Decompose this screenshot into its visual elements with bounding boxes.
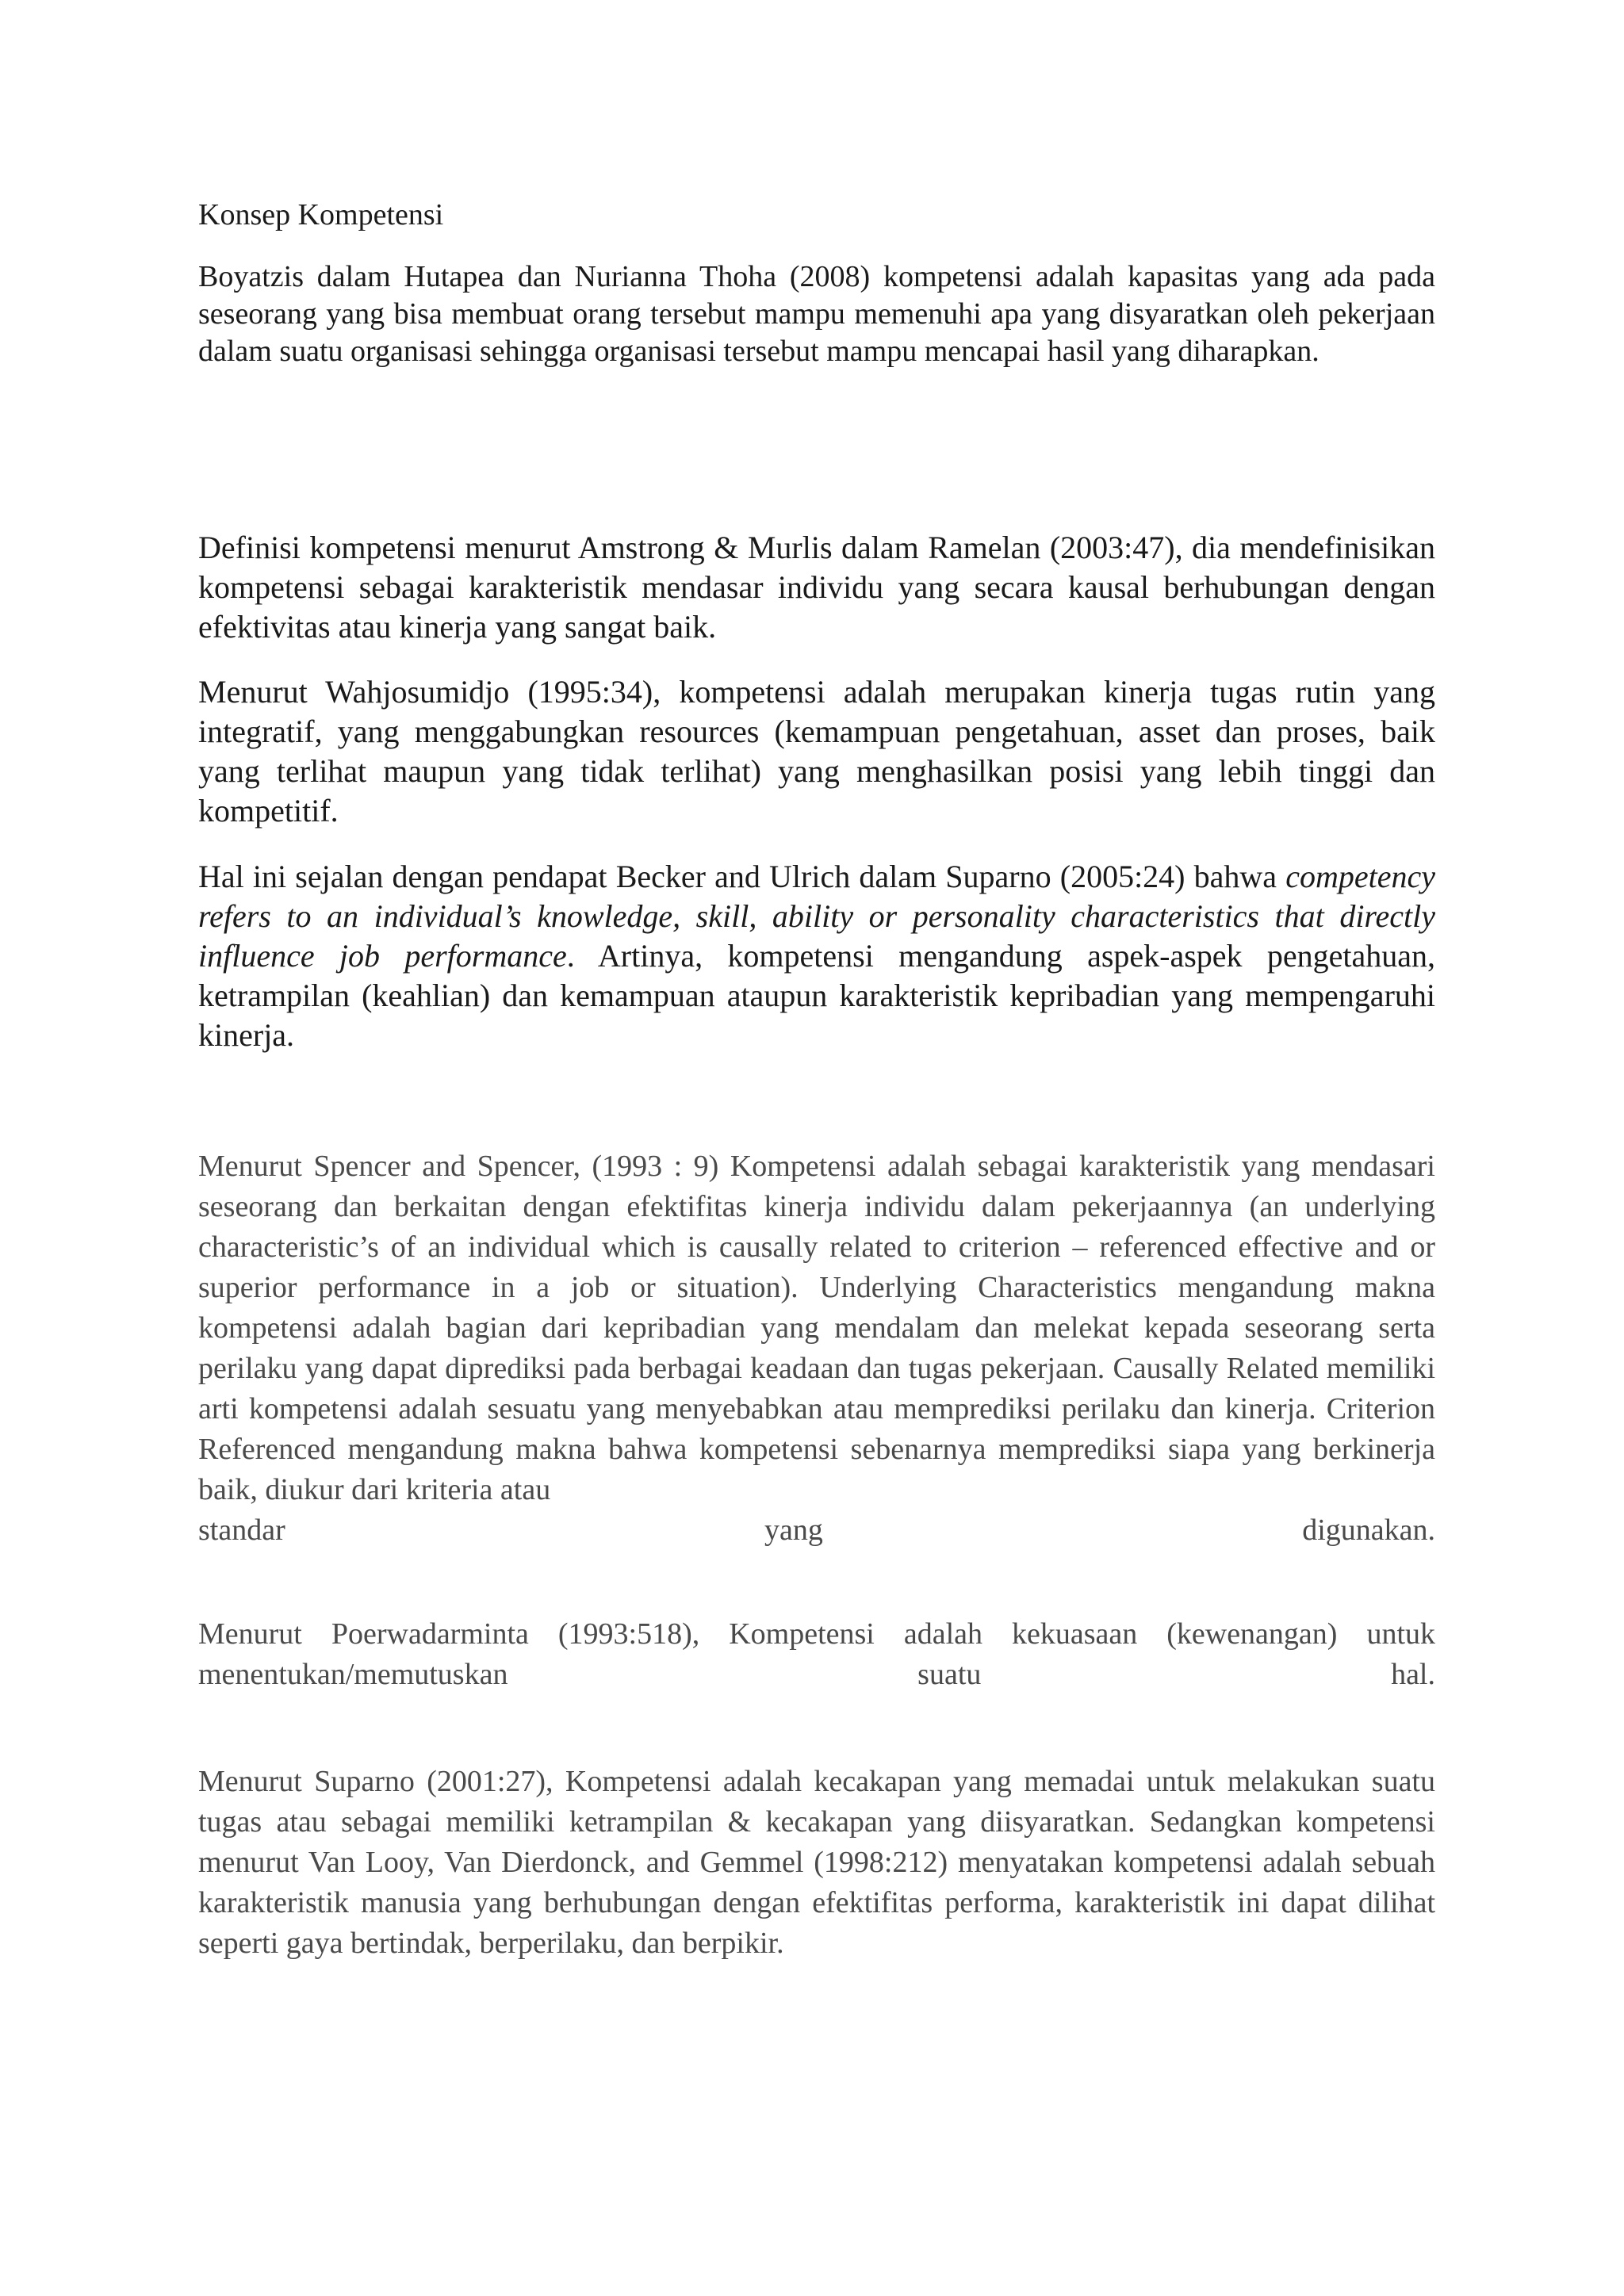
paragraph-becker-ulrich-rest: . Artinya, kompetensi mengandung aspek-aspek pengetahuan, ketrampilan (keahlian) dan kemampuan ataupun karakteristik kepribadian yang mempengaruhi kinerja.	[198, 938, 1435, 1053]
paragraph-poerwadarminta-body: Menurut Poerwadarminta (1993:518), Kompetensi adalah kekuasaan (kewenangan) untuk	[198, 1617, 1435, 1651]
paragraph-becker-ulrich-quote: competency refers to an individual’s knowledge, skill, ability or personality characteristics that directly influence job performance	[198, 859, 1435, 974]
paragraph-spencer	[198, 1146, 1435, 1551]
document-title: Konsep Kompetensi	[198, 198, 444, 232]
paragraph-becker-ulrich	[198, 857, 1435, 1055]
paragraph-wahjosumidjo: Menurut Wahjosumidjo (1995:34), kompetensi adalah merupakan kinerja tugas rutin yang integratif, yang menggabungkan resources (kemampuan pengetahuan, asset dan proses, baik yang terlihat maupun yang tidak terlihat) yang menghasilkan posisi yang lebih tinggi dan kompetitif.	[198, 674, 1435, 828]
paragraph-poerwadarminta-last-line: menentukan/memutuskan suatu hal.	[198, 1658, 1435, 1691]
paragraph-poerwadarminta	[198, 1614, 1435, 1695]
paragraph-spencer-last-line: standar yang digunakan.	[198, 1513, 1435, 1547]
paragraph-amstrong-murlis: Definisi kompetensi menurut Amstrong & Murlis dalam Ramelan (2003:47), dia mendefinisikan kompetensi sebagai karakteristik mendasar individu yang secara kausal berhubungan dengan efektivitas atau kinerja yang sangat baik.	[198, 530, 1435, 645]
paragraph-suparno: Menurut Suparno (2001:27), Kompetensi adalah kecakapan yang memadai untuk melakukan suatu tugas atau sebagai memiliki ketrampilan & kecakapan yang diisyaratkan. Sedangkan kompetensi menurut Van Looy, Van Dierdonck, and Gemmel (1998:212) menyatakan kompetensi adalah sebuah karakteristik manusia yang berhubungan dengan efektifitas performa, karakteristik ini dapat dilihat seperti gaya bertindak, berperilaku, dan berpikir.	[198, 1765, 1435, 1960]
paragraph-spencer-body: Menurut Spencer and Spencer, (1993 : 9) Kompetensi adalah sebagai karakteristik yang mendasari seseorang dan berkaitan dengan efektifitas kinerja individu dalam pekerjaannya (an underlying characteristic’s of an individual which is causally related to criterion – referenced effective and or superior performance in a job or situation). Underlying Characteristics mengandung makna kompetensi adalah bagian dari kepribadian yang mendalam dan melekat kepada seseorang serta perilaku yang dapat diprediksi pada berbagai keadaan dan tugas pekerjaan. Causally Related memiliki arti kompetensi adalah sesuatu yang menyebabkan atau memprediksi perilaku dan kinerja. Criterion Referenced mengandung makna bahwa kompetensi sebenarnya memprediksi siapa yang berkinerja baik, diukur dari kriteria atau	[198, 1150, 1435, 1506]
paragraph-boyatzis: Boyatzis dalam Hutapea dan Nurianna Thoha (2008) kompetensi adalah kapasitas yang ada pada seseorang yang bisa membuat orang tersebut mampu memenuhi apa yang disyaratkan oleh pekerjaan dalam suatu organisasi sehingga organisasi tersebut mampu mencapai hasil yang diharapkan.	[198, 260, 1435, 368]
paragraph-becker-ulrich-intro: Hal ini sejalan dengan pendapat Becker and Ulrich dalam Suparno (2005:24) bahwa	[198, 859, 1286, 894]
